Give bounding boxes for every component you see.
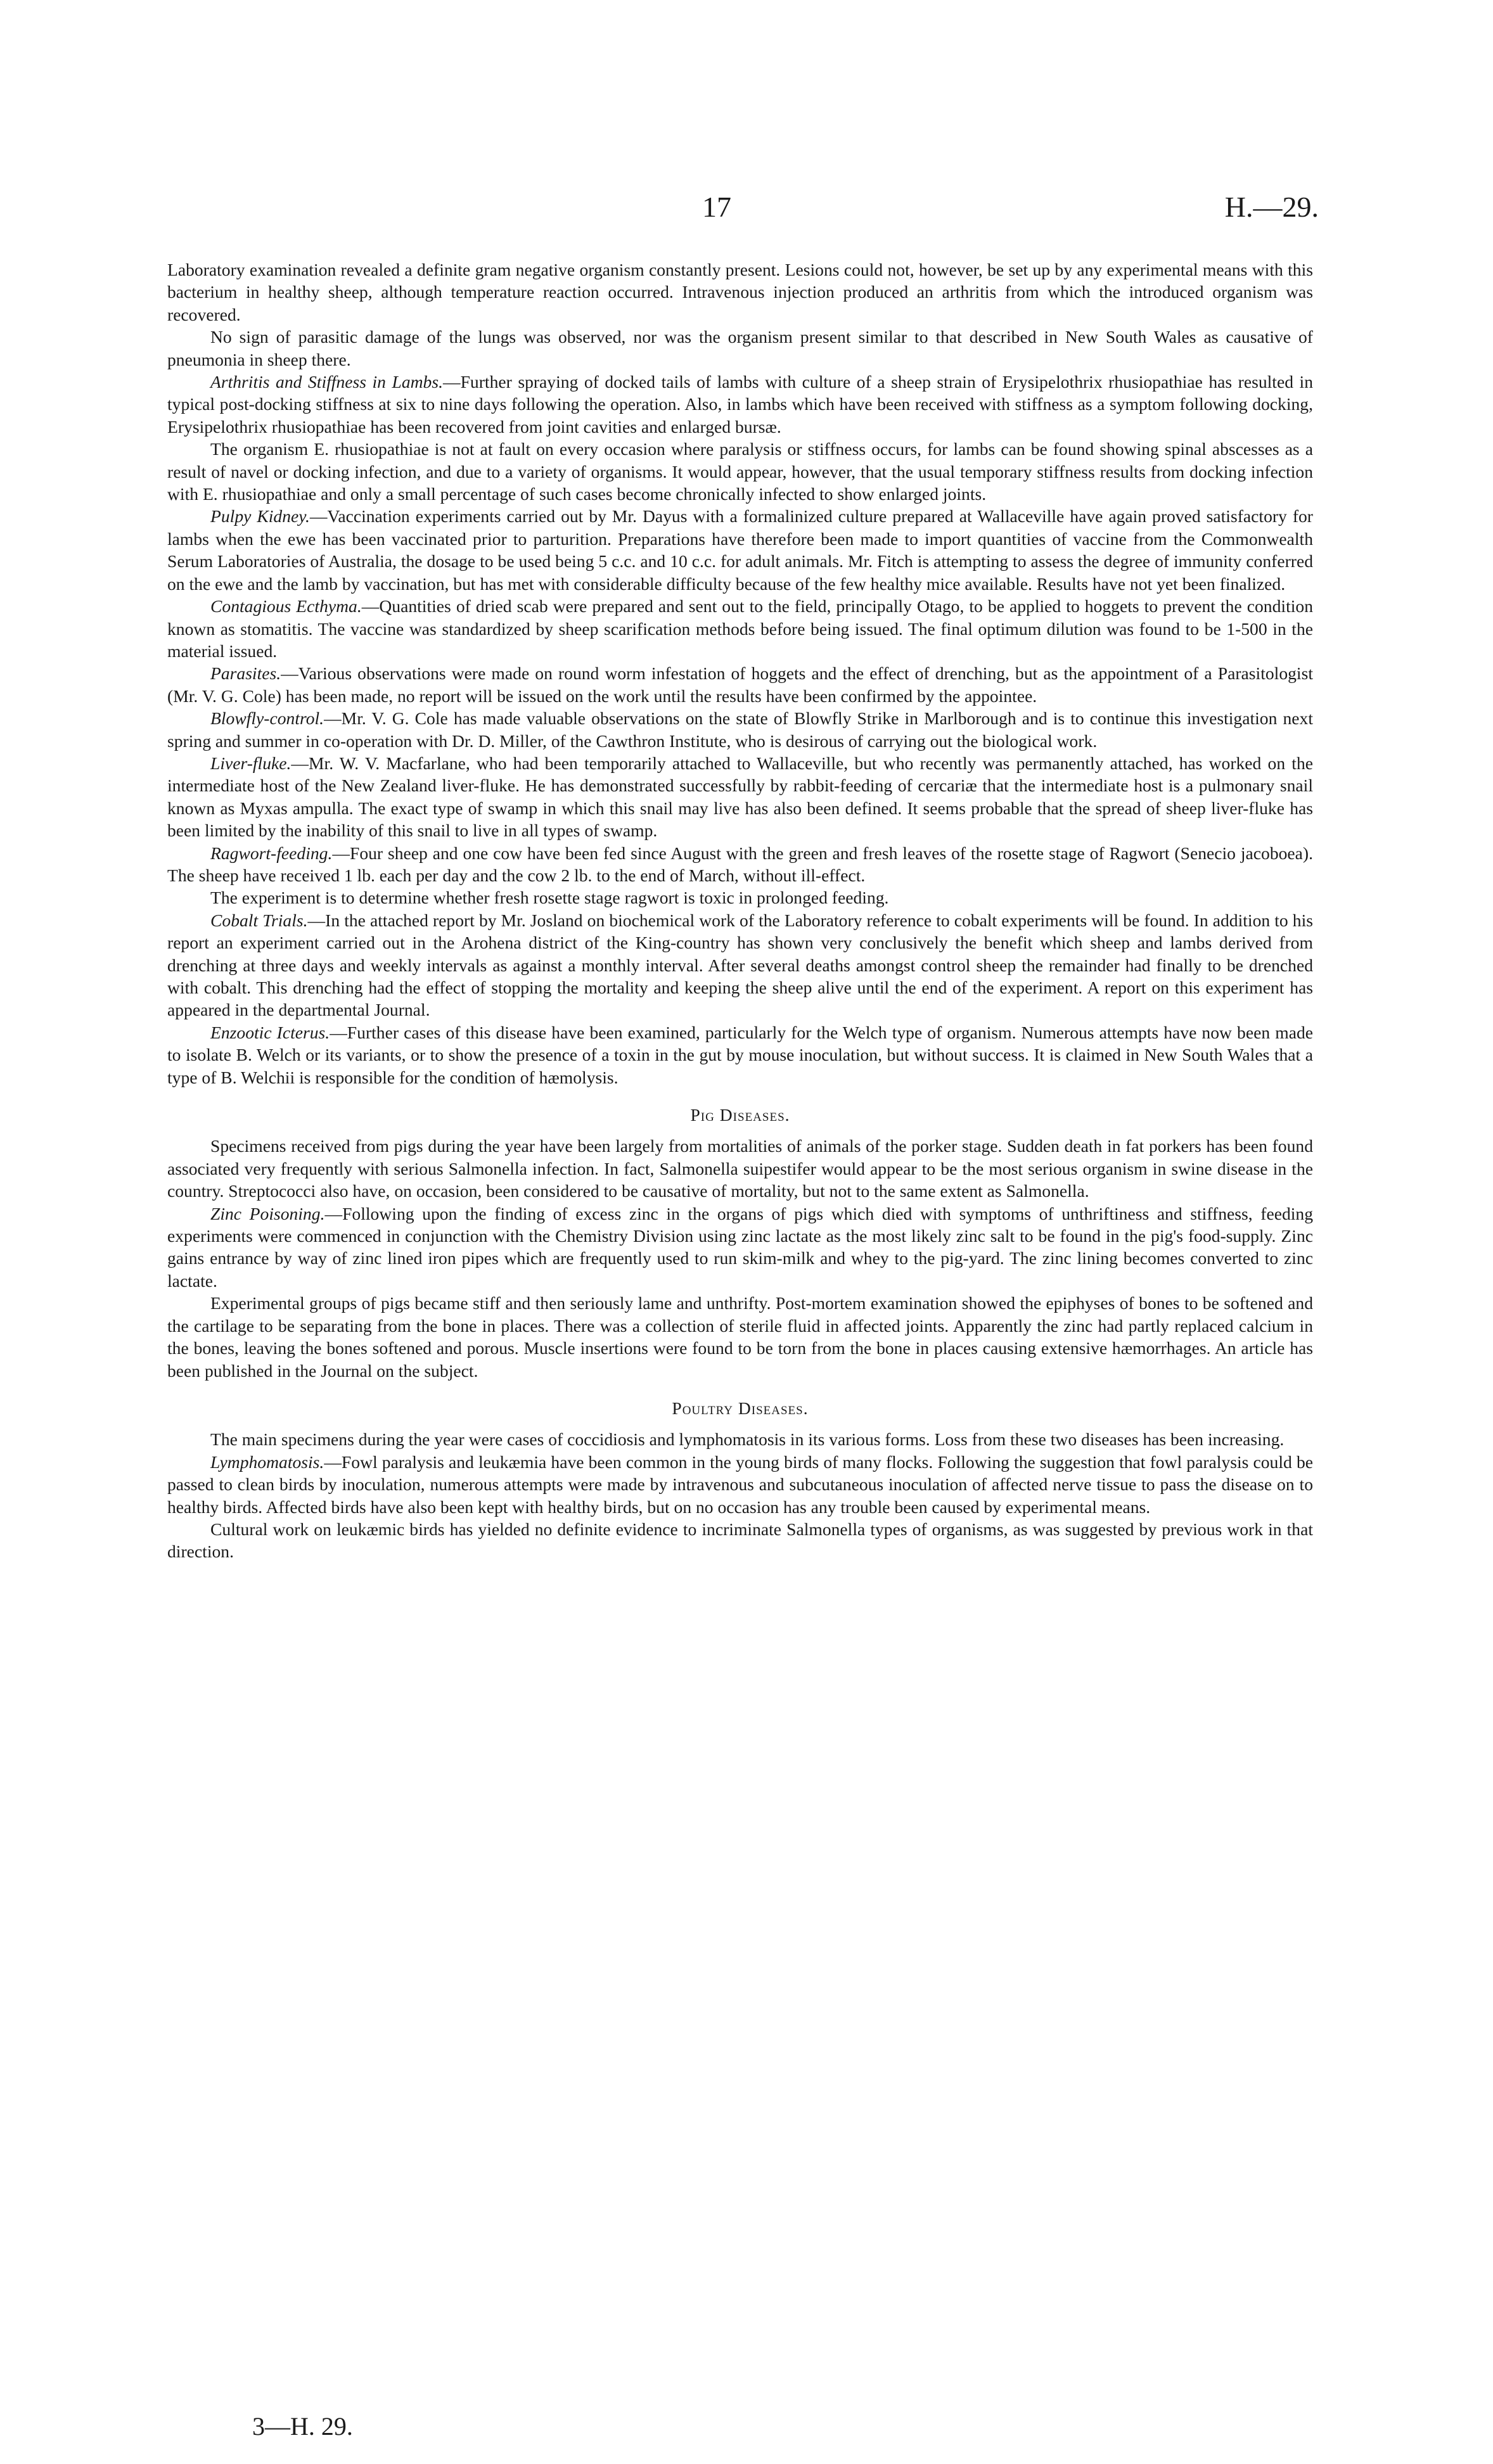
paragraph-subhead: Arthritis and Stiffness in Lambs. [210, 372, 443, 392]
paragraph [167, 1451, 1313, 1518]
section-heading-poultry-diseases: Poultry Diseases. [672, 1398, 809, 1418]
paragraph: The experiment is to determine whether fresh rosette stage ragwort is toxic in prolonged feeding. [210, 888, 889, 908]
paragraph-body: —Fowl paralysis and leukæmia have been common in the young birds of many flocks. Following the suggestion that fowl paralysis could be passed to clean birds by inoculation, numerous attempts were made by intravenous and subcutaneous inoculation of affected nerve tissue to pass the disease on to healthy birds. Affected birds have also been kept with healthy birds, but on no occasion has any trouble been caused by experimental means. [167, 1452, 1313, 1517]
paragraph [167, 1203, 1313, 1293]
paragraph-body: —Further spraying of docked tails of lambs with culture of a sheep strain of Erysipelothrix rhusiopathiae has resulted in typical post-docking stiffness at six to nine days following the operation. Also, in lambs which have been received with stiffness as a symptom following docking, Erysipelothrix rhusiopathiae has been recovered from joint cavities and enlarged bursæ. [167, 372, 1313, 437]
paragraph [167, 662, 1313, 707]
paragraph-subhead: Blowfly-control. [210, 708, 324, 729]
paragraph-body: —Quantities of dried scab were prepared and sent out to the field, principally Otago, to be applied to hoggets to prevent the condition known as stomatitis. The vaccine was standardized by sheep scarification methods before being issued. The final optimum dilution was found to be 1-500 in the material issued. [167, 596, 1313, 661]
paragraph [167, 371, 1313, 438]
paragraph: The main specimens during the year were cases of coccidiosis and lymphomatosis in its various forms. Loss from these two diseases has been increasing. [210, 1429, 1285, 1450]
paragraph-body: —Mr. V. G. Cole has made valuable observations on the state of Blowfly Strike in Marlborough and is to continue this investigation next spring and summer in co-operation with Dr. D. Miller, of the Cawthron Institute, who is desirous of carrying out the biological work. [167, 708, 1313, 751]
document-body [167, 259, 1313, 1563]
paragraph-body: —Four sheep and one cow have been fed since August with the green and fresh leaves of the rosette stage of Ragwort (Senecio jacoboea). The sheep have received 1 lb. each per day and the cow 2 lb. to the end of March, without ill-effect. [167, 843, 1313, 885]
paragraph-subhead: Contagious Ecthyma. [210, 596, 362, 616]
paragraph-subhead: Cobalt Trials. [210, 910, 308, 930]
paragraph-body: —Mr. W. V. Macfarlane, who had been temporarily attached to Wallaceville, but who recently was permanently attached, has worked on the intermediate host of the New Zealand liver-fluke. He has demonstrated successfully by rabbit-feeding of cercariæ that the intermediate host is a pulmonary snail known as Myxas ampulla. The exact type of swamp in which this snail may live has also been defined. It seems probable that the spread of sheep liver-fluke has been limited by the inability of this snail to live in all types of swamp. [167, 753, 1313, 841]
paragraph [167, 842, 1313, 887]
paragraph-subhead: Parasites. [210, 663, 281, 684]
paragraph-body: —Further cases of this disease have been examined, particularly for the Welch type of organism. Numerous attempts have now been made to isolate B. Welch or its variants, or to show the presence of a toxin in the gut by mouse inoculation, but without success. It is claimed in New South Wales that a type of B. Welchii is responsible for the condition of hæmolysis. [167, 1022, 1313, 1087]
paragraph: The organism E. rhusiopathiae is not at fault on every occasion where paralysis or stiffness occurs, for lambs can be found showing spinal abscesses as a result of navel or docking infection, and due to a variety of organisms. It would appear, however, that the usual temporary stiffness results from docking infection with E. rhusiopathiae and only a small percentage of such cases become chronically infected to show enlarged joints. [167, 439, 1313, 504]
paragraph-body: —Following upon the finding of excess zinc in the organs of pigs which died with symptoms of unthriftiness and stiffness, feeding experiments were commenced in conjunction with the Chemistry Division using zinc lactate as the most likely zinc salt to be found in the pig's food-supply. Zinc gains entrance by way of zinc lined iron pipes which are frequently used to run skim-milk and whey to the pig-yard. The zinc lining becomes converted to zinc lactate. [167, 1203, 1313, 1291]
section-heading-pig-diseases: Pig Diseases. [690, 1105, 790, 1125]
paragraph [167, 1021, 1313, 1088]
paragraph: Specimens received from pigs during the year have been largely from mortalities of animals of the porker stage. Sudden death in fat porkers has been found associated very frequently with serious Salmonella infection. In fact, Salmonella suipestifer would appear to be the most serious organism in swine disease in the country. Streptococci also have, on occasion, been considered to be causative of mortality, but not to the same extent as Salmonella. [167, 1136, 1313, 1201]
page-footer-signature: 3—H. 29. [252, 2412, 353, 2441]
paragraph: No sign of parasitic damage of the lungs was observed, nor was the organism present similar to that described in New South Wales as causative of pneumonia in sheep there. [167, 327, 1313, 369]
paragraph-subhead: Zinc Poisoning. [210, 1203, 325, 1223]
paragraph-body: —In the attached report by Mr. Josland on biochemical work of the Laboratory reference to cobalt experiments will be found. In addition to his report an experiment carried out in the Arohena district of the King-country has shown very conclusively the benefit which sheep and lambs derived from drenching at three days and weekly intervals as against a monthly interval. After several deaths amongst control sheep the remainder had finally to be drenched with cobalt. This drenching had the effect of stopping the mortality and keeping the sheep alive until the end of the experiment. A report on this experiment has appeared in the departmental Journal. [167, 910, 1313, 1020]
paragraph-subhead: Enzootic Icterus. [210, 1022, 330, 1042]
paragraph [167, 505, 1313, 595]
page-header-document-ref: H.—29. [1224, 191, 1319, 223]
paragraph-body: —Vaccination experiments carried out by Mr. Dayus with a formalinized culture prepared at Wallaceville have again proved satisfactory for lambs when the ewe has been vaccinated prior to parturition. Preparations have therefore been made to import quantities of vaccine from the Commonwealth Serum Laboratories of Australia, the dosage to be used being 5 c.c. and 10 c.c. for adult animals. Mr. Fitch is attempting to assess the degree of immunity conferred on the ewe and the lamb by vaccination, but has met with considerable difficulty because of the few healthy mice available. Results have not yet been finalized. [167, 506, 1313, 594]
paragraph [167, 707, 1313, 752]
paragraph [167, 752, 1313, 842]
paragraph: Laboratory examination revealed a definite gram negative organism constantly present. Lesions could not, however, be set up by any experimental means with this bacterium in healthy sheep, although temperature reaction occurred. Intravenous injection produced an arthritis from which the introduced organism was recovered. [167, 260, 1313, 324]
paragraph-subhead: Ragwort-feeding. [210, 843, 333, 863]
paragraph-body: —Various observations were made on round worm infestation of hoggets and the effect of drenching, but as the appointment of a Parasitologist (Mr. V. G. Cole) has been made, no report will be issued on the work until the results have been confirmed by the appointee. [167, 663, 1313, 706]
paragraph [167, 909, 1313, 1021]
paragraph: Experimental groups of pigs became stiff and then seriously lame and unthrifty. Post-mortem examination showed the epiphyses of bones to be softened and the cartilage to be separating from the bone in places. There was a collection of sterile fluid in affected joints. Apparently the zinc had partly replaced calcium in the bones, leaving the bones softened and porous. Muscle insertions were found to be torn from the bone in places causing extensive hæmorrhages. An article has been published in the Journal on the subject. [167, 1293, 1313, 1381]
paragraph [167, 595, 1313, 662]
paragraph-subhead: Pulpy Kidney. [210, 506, 310, 527]
paragraph-subhead: Liver-fluke. [210, 753, 292, 773]
paragraph-subhead: Lymphomatosis. [210, 1452, 324, 1472]
page-header-number: 17 [702, 191, 731, 223]
paragraph: Cultural work on leukæmic birds has yielded no definite evidence to incriminate Salmonella types of organisms, as was suggested by previous work in that direction. [167, 1519, 1313, 1562]
